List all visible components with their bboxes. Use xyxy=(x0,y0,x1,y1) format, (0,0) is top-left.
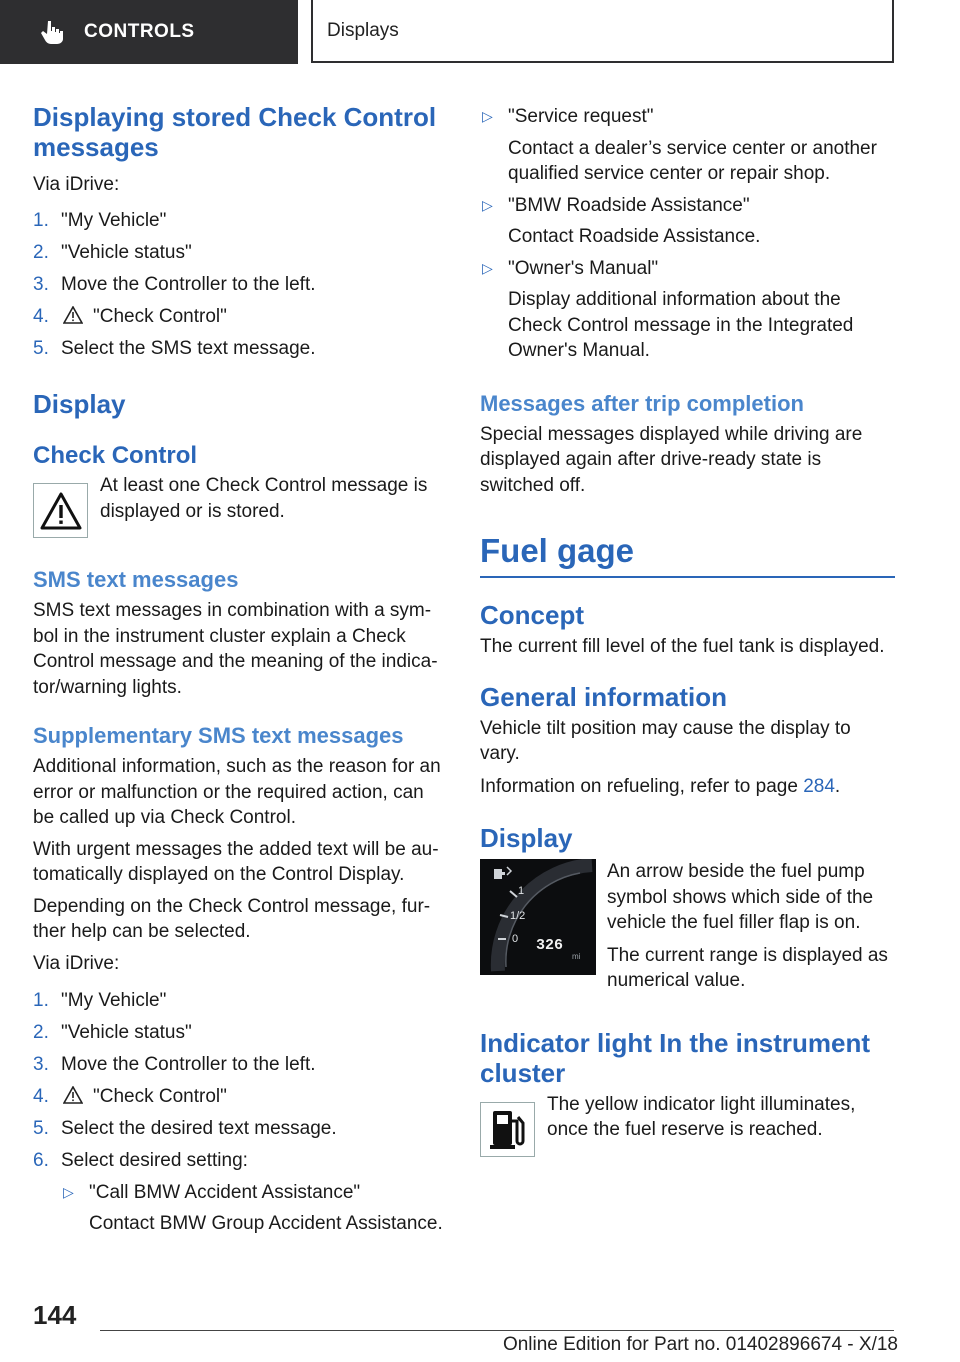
warning-triangle-icon xyxy=(33,483,88,538)
steps-list-2 xyxy=(33,988,443,1237)
heading-sms-messages: SMS text messages xyxy=(33,567,239,592)
gauge-tick-empty: 0 xyxy=(512,933,519,945)
list-item: 5. Select the desired text message. xyxy=(33,1118,337,1139)
via-idrive-label: Via iDrive: xyxy=(33,174,120,195)
range-value: 326 xyxy=(536,937,564,954)
list-item: 2. "Vehicle status" xyxy=(33,1022,192,1043)
concept-text: The current fill level of the fuel tank is displayed. xyxy=(480,636,885,657)
via-idrive-label-2: Via iDrive: xyxy=(33,952,120,974)
fuel-gauge-image xyxy=(480,859,596,975)
fuel-pump-icon xyxy=(480,1102,535,1157)
triangle-bullet-icon: ▷ xyxy=(482,259,493,276)
range-unit: mi xyxy=(572,952,581,961)
heading-indicator-light: Indicator light In the instrument cluster xyxy=(480,1027,870,1088)
list-item: ▷ "BMW Roadside Assistance" Contact Roadside Assistance. xyxy=(482,194,761,247)
warning-triangle-icon xyxy=(63,1086,83,1104)
chapter-label: Displays xyxy=(327,19,399,41)
footer-edition: Online Edition for Part no. 01402896674 - X/18 xyxy=(502,1334,898,1355)
supp-paragraph-1: Additional information, such as the reason for an error or malfunction or the required action, can be called up via Check Control. xyxy=(33,756,441,828)
list-item: 4. "Check Control" xyxy=(33,1086,227,1107)
heading-fuel-gage: Fuel gage xyxy=(480,532,895,578)
page-link-284[interactable]: 284 xyxy=(803,775,835,797)
heading-supplementary-sms: Supplementary SMS text messages xyxy=(33,723,404,748)
list-item: 1. "My Vehicle" xyxy=(33,209,167,231)
list-item: 4. "Check Control" xyxy=(33,305,227,327)
right-column xyxy=(480,96,895,1157)
chapter-tab-displays xyxy=(311,0,894,63)
list-item: 1. "My Vehicle" xyxy=(33,990,167,1011)
gauge-tick-full: 1 xyxy=(518,885,525,897)
heading-display: Display xyxy=(33,389,126,419)
list-item: 2. "Vehicle status" xyxy=(33,241,192,263)
list-item: 3. Move the Controller to the left. xyxy=(33,273,316,295)
fuel-display-block xyxy=(480,859,895,994)
indicator-light-text: The yellow indicator light illuminates, once the fuel reserve is reached. xyxy=(547,1093,856,1140)
heading-concept: Concept xyxy=(480,600,584,630)
heading-trip-completion: Messages after trip completion xyxy=(480,390,804,416)
steps-list-1 xyxy=(33,208,443,362)
list-item: 6. Select desired setting: ▷ "Call BMW Accident Assistance" Contact BMW Group Accident Assistance. xyxy=(33,1148,443,1237)
footer-divider xyxy=(100,1330,894,1331)
gauge-tick-half: 1/2 xyxy=(510,910,526,922)
display-paragraph-2: The current range is displayed as numerical value. xyxy=(607,944,888,991)
heading-general-information: General information xyxy=(480,681,728,712)
section-tab-controls xyxy=(0,0,298,64)
general-paragraph-2: Information on refueling, refer to page 284. xyxy=(480,775,841,797)
check-control-text: At least one Check Control message is displayed or is stored. xyxy=(100,475,428,522)
heading-display-right: Display xyxy=(480,823,573,853)
check-control-block xyxy=(33,473,443,538)
supp-paragraph-3: Depending on the Check Control message, further help can be selected. xyxy=(33,895,431,942)
list-item: ▷ "Service request" Contact a dealer’s service center or another qualified service center or repair shop. xyxy=(482,106,877,184)
fuel-display-text xyxy=(607,859,895,994)
triangle-bullet-icon: ▷ xyxy=(63,1183,74,1200)
indicator-light-block xyxy=(480,1092,895,1157)
list-item: ▷ "Call BMW Accident Assistance" Contact BMW Group Accident Assistance. xyxy=(63,1181,443,1234)
supp-paragraph-2: With urgent messages the added text will be automatically displayed on the Control Display. xyxy=(33,838,439,885)
page-header xyxy=(0,0,960,66)
heading-stored-messages: Displaying stored Check Control messages xyxy=(33,102,437,162)
triangle-bullet-icon: ▷ xyxy=(482,108,493,124)
list-item: 5. Select the SMS text message. xyxy=(33,337,316,359)
sms-text: SMS text messages in combination with a symbol in the instrument cluster explain a Check Control message and the meaning of the indicator/warning lights. xyxy=(33,600,438,698)
options-list-left xyxy=(61,1180,443,1237)
heading-check-control: Check Control xyxy=(33,442,198,469)
hand-pointer-icon xyxy=(40,19,66,45)
general-paragraph-1: Vehicle tilt position may cause the display to vary. xyxy=(480,717,851,764)
display-paragraph-1: An arrow beside the fuel pump symbol shows which side of the vehicle the fuel filler flap is on. xyxy=(607,861,874,933)
options-list-right xyxy=(480,104,895,364)
trip-text: Special messages displayed while driving are displayed again after drive-ready state is switched off. xyxy=(480,423,863,496)
list-item: ▷ "Owner's Manual" Display additional information about the Check Control message in the Integrated Owner's Manual. xyxy=(482,257,854,361)
page-number: 144 xyxy=(33,1300,77,1330)
list-item: 3. Move the Controller to the left. xyxy=(33,1054,316,1075)
triangle-bullet-icon: ▷ xyxy=(482,196,493,213)
left-column xyxy=(33,96,443,1243)
warning-triangle-icon xyxy=(63,306,83,324)
section-label: CONTROLS xyxy=(84,21,195,42)
